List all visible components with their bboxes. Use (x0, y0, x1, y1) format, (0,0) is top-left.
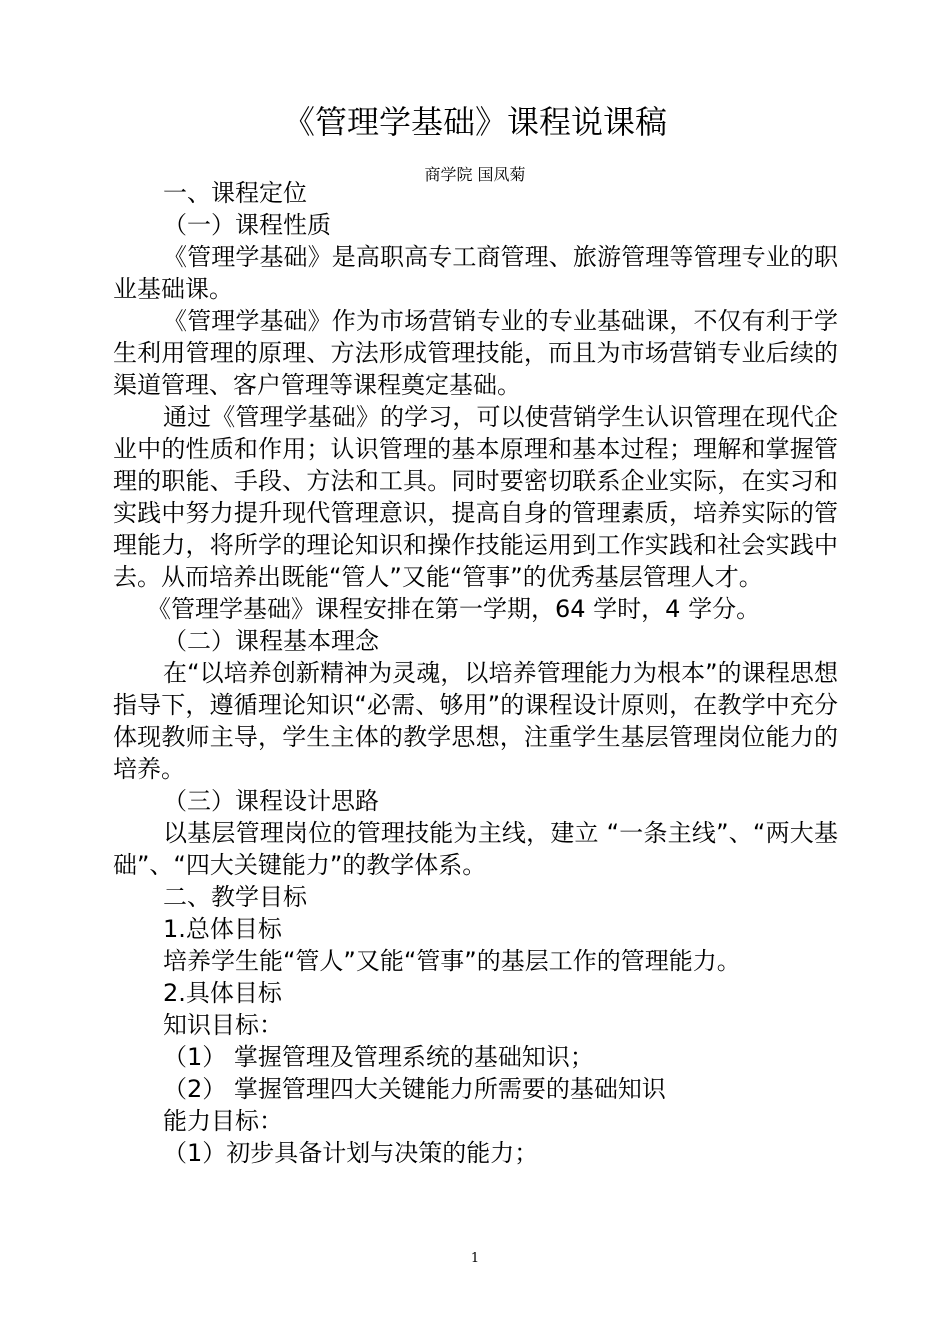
paragraph-course-nature-2: 《管理学基础》作为市场营销专业的专业基础课，不仅有利于学生利用管理的原理、方法形成管理技能，而且为市场营销专业后续的渠道管理、客户管理等课程奠定基础。 (113, 307, 838, 399)
document-title: 《管理学基础》课程说课稿 (282, 103, 667, 141)
document-author: 商学院 国凤菊 (424, 165, 526, 184)
knowledge-objective-item: （1） 掌握管理及管理系统的基础知识； (163, 1043, 594, 1071)
subsection-heading-specific-objectives: 2.具体目标 (163, 979, 282, 1007)
page-number: 1 (470, 1251, 480, 1266)
subsection-heading-overall-objective: 1.总体目标 (163, 915, 282, 943)
subsection-heading-course-nature: （一）课程性质 (163, 211, 331, 239)
paragraph-basic-concept: 在“以培养创新精神为灵魂，以培养管理能力为根本”的课程思想指导下，遵循理论知识“必需、够用”的课程设计原则，在教学中充分体现教师主导，学生主体的教学思想，注重学生基层管理岗位能力的培养。 (113, 659, 838, 783)
paragraph-design-idea: 以基层管理岗位的管理技能为主线，建立 “一条主线”、“两大基础”、“四大关键能力”的教学体系。 (113, 819, 838, 879)
section-heading-teaching-objectives: 二、教学目标 (163, 883, 307, 911)
section-heading-course-positioning: 一、课程定位 (163, 179, 307, 207)
paragraph-course-schedule: 《管理学基础》课程安排在第一学期，64 学时，4 学分。 (147, 595, 761, 623)
ability-objective-item: （1）初步具备计划与决策的能力； (163, 1139, 539, 1167)
paragraph-course-nature-3: 通过《管理学基础》的学习，可以使营销学生认识管理在现代企业中的性质和作用；认识管理的基本原理和基本过程；理解和掌握管理的职能、手段、方法和工具。同时要密切联系企业实际，在实习和实践中努力提升现代管理意识，提高自身的管理素质，培养实际的管理能力，将所学的理论知识和操作技能运用到工作实践和社会实践中去。从而培养出既能“管人”又能“管事”的优秀基层管理人才。 (113, 403, 838, 591)
paragraph-overall-objective: 培养学生能“管人”又能“管事”的基层工作的管理能力。 (163, 947, 741, 975)
subsection-heading-basic-concept: （二）课程基本理念 (163, 627, 379, 655)
document-body (113, 177, 838, 1169)
paragraph-course-nature-1: 《管理学基础》是高职高专工商管理、旅游管理等管理专业的职业基础课。 (113, 243, 838, 303)
subsection-heading-design-idea: （三）课程设计思路 (163, 787, 379, 815)
knowledge-objectives-heading: 知识目标： (163, 1011, 283, 1039)
ability-objectives-heading: 能力目标： (163, 1107, 283, 1135)
knowledge-objective-item: （2） 掌握管理四大关键能力所需要的基础知识 (163, 1075, 666, 1103)
